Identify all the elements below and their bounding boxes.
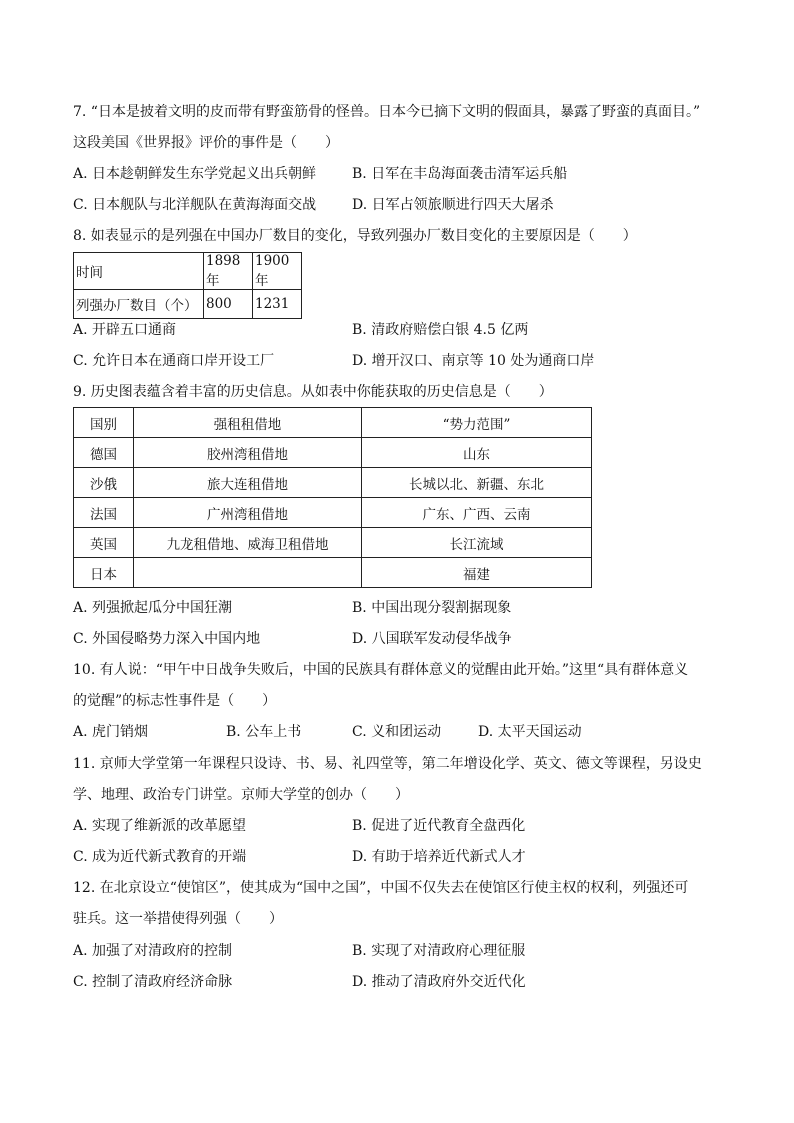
q9-option-a: A. 列强掀起瓜分中国狂潮 bbox=[73, 600, 233, 616]
q11-option-d: D. 有助于培养近代新式人才 bbox=[352, 849, 526, 865]
q9-table bbox=[73, 407, 592, 588]
q11-option-b: B. 促进了近代教育全盘西化 bbox=[352, 818, 526, 834]
table-cell: 沙俄 bbox=[74, 468, 134, 498]
q11-stem-line2: 学、地理、政治专门讲堂。京师大学堂的创办（ ） bbox=[73, 787, 409, 803]
table-cell: 英国 bbox=[74, 528, 134, 558]
q10-option-c: C. 义和团运动 bbox=[352, 724, 442, 740]
q8-option-d: D. 增开汉口、南京等 10 处为通商口岸 bbox=[352, 353, 595, 369]
q10-option-a: A. 虎门销烟 bbox=[73, 724, 149, 740]
table-cell: 800 bbox=[204, 290, 253, 319]
table-cell: 旅大连租借地 bbox=[134, 468, 362, 498]
q7-option-d: D. 日军占领旅顺进行四天大屠杀 bbox=[352, 197, 554, 213]
q10-stem-line1: 10. 有人说：“甲午中日战争失败后，中国的民族具有群体意义的觉醒由此开始。”这里“具有群体意义 bbox=[73, 662, 689, 678]
q11-stem-line1: 11. 京师大学堂第一年课程只设诗、书、易、礼四堂等，第二年增设化学、英文、德文等课程，另设史 bbox=[73, 756, 702, 772]
q12-stem-line2: 驻兵。这一举措使得列强（ ） bbox=[73, 911, 283, 927]
q9-stem: 9. 历史图表蕴含着丰富的历史信息。从如表中你能获取的历史信息是（ ） bbox=[73, 384, 553, 400]
table-cell: 日本 bbox=[74, 558, 134, 588]
table-row bbox=[74, 558, 592, 588]
q7-stem-line1: 7. “日本是披着文明的皮而带有野蛮筋骨的怪兽。日本今已摘下文明的假面具，暴露了野蛮的真面目。” bbox=[73, 104, 701, 120]
q12-option-b: B. 实现了对清政府心理征服 bbox=[352, 943, 526, 959]
table-row bbox=[74, 468, 592, 498]
table-row bbox=[74, 290, 302, 319]
table-cell: 长城以北、新疆、东北 bbox=[362, 468, 592, 498]
q10-stem-line2: 的觉醒”的标志性事件是（ ） bbox=[73, 693, 277, 709]
q7-option-b: B. 日军在丰岛海面袭击清军运兵船 bbox=[352, 166, 568, 182]
table-cell: 福建 bbox=[362, 558, 592, 588]
table-cell: 1900年 bbox=[253, 253, 302, 290]
table-header-cell: 强租租借地 bbox=[134, 408, 362, 438]
q12-option-c: C. 控制了清政府经济命脉 bbox=[73, 974, 233, 990]
q12-option-a: A. 加强了对清政府的控制 bbox=[73, 943, 233, 959]
table-cell: 胶州湾租借地 bbox=[134, 438, 362, 468]
table-cell bbox=[134, 558, 362, 588]
table-cell: 1898年 bbox=[204, 253, 253, 290]
q8-table bbox=[73, 252, 302, 319]
q9-option-b: B. 中国出现分裂割据现象 bbox=[352, 600, 512, 616]
table-row bbox=[74, 528, 592, 558]
q8-option-b: B. 清政府赔偿白银 4.5 亿两 bbox=[352, 322, 529, 338]
q7-option-a: A. 日本趁朝鲜发生东学党起义出兵朝鲜 bbox=[73, 166, 317, 182]
q9-option-c: C. 外国侵略势力深入中国内地 bbox=[73, 631, 261, 647]
table-cell: 法国 bbox=[74, 498, 134, 528]
q12-stem-line1: 12. 在北京设立“使馆区”，使其成为“国中之国”，中国不仅失去在使馆区行使主权的权利，列强还可 bbox=[73, 880, 689, 896]
q8-option-c: C. 允许日本在通商口岸开设工厂 bbox=[73, 353, 275, 369]
q11-option-a: A. 实现了维新派的改革愿望 bbox=[73, 818, 247, 834]
table-header-cell: 国别 bbox=[74, 408, 134, 438]
q7-stem-line2: 这段美国《世界报》评价的事件是（ ） bbox=[73, 135, 339, 151]
q8-stem: 8. 如表显示的是列强在中国办厂数目的变化，导致列强办厂数目变化的主要原因是（ ） bbox=[73, 228, 637, 244]
table-row bbox=[74, 253, 302, 290]
table-cell: 列强办厂数目（个） bbox=[74, 290, 204, 319]
q10-option-b: B. 公车上书 bbox=[226, 724, 302, 740]
table-cell: 长江流域 bbox=[362, 528, 592, 558]
table-cell: 广东、广西、云南 bbox=[362, 498, 592, 528]
table-cell: 德国 bbox=[74, 438, 134, 468]
q9-option-d: D. 八国联军发动侵华战争 bbox=[352, 631, 512, 647]
table-cell: 1231 bbox=[253, 290, 302, 319]
table-header-row bbox=[74, 408, 592, 438]
q7-option-c: C. 日本舰队与北洋舰队在黄海海面交战 bbox=[73, 197, 317, 213]
q8-option-a: A. 开辟五口通商 bbox=[73, 322, 177, 338]
q11-option-c: C. 成为近代新式教育的开端 bbox=[73, 849, 247, 865]
table-header-cell: “势力范围” bbox=[362, 408, 592, 438]
table-cell: 山东 bbox=[362, 438, 592, 468]
table-row bbox=[74, 438, 592, 468]
table-cell: 时间 bbox=[74, 253, 204, 290]
table-cell: 广州湾租借地 bbox=[134, 498, 362, 528]
q12-option-d: D. 推动了清政府外交近代化 bbox=[352, 974, 526, 990]
table-row bbox=[74, 498, 592, 528]
table-cell: 九龙租借地、威海卫租借地 bbox=[134, 528, 362, 558]
q10-option-d: D. 太平天国运动 bbox=[478, 724, 582, 740]
